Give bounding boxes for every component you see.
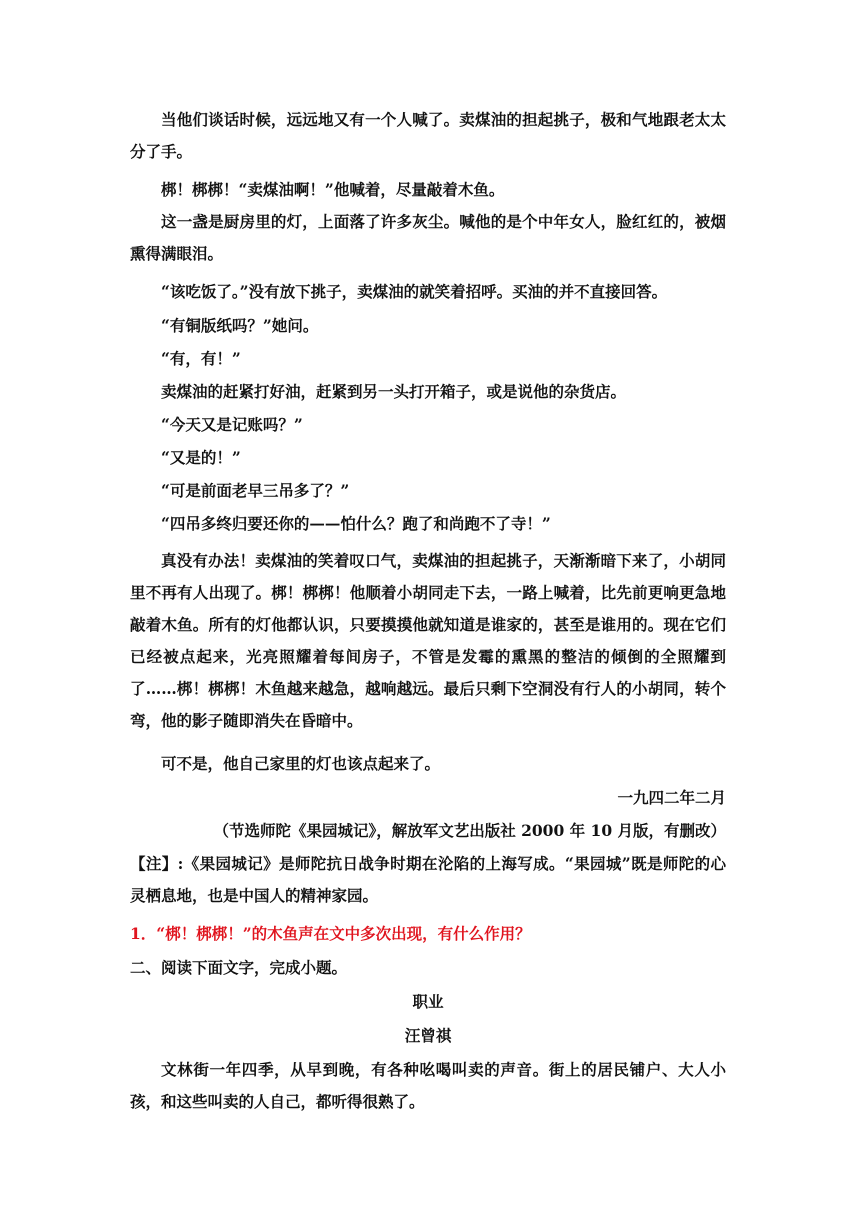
- paragraph-12: 真没有办法！卖煤油的笑着叹口气，卖煤油的担起挑子，天渐渐暗下来了，小胡同里不再有人出现了。梆！梆梆！他顺着小胡同走下去，一路上喊着，比先前更响更急地敲着木鱼。所有的灯他都认识，只要摸摸他就知道是谁家的，甚至是谁用的。现在它们已经被点起来，光亮照耀着每间房子，不管是发霉的熏黑的整洁的倾倒的全照耀到了……梆！梆梆！木鱼越来越急，越响越远。最后只剩下空洞没有行人的小胡同，转个弯，他的影子随即消失在昏暗中。: [130, 551, 726, 730]
- section-2-heading: 二、阅读下面文字，完成小题。: [130, 958, 348, 977]
- question-1: 1．“梆！梆梆！”的木鱼声在文中多次出现，有什么作用？: [130, 924, 531, 943]
- paragraph-9: “又是的！”: [161, 448, 241, 467]
- paragraph-11: “四吊多终归要还你的——怕什么？跑了和尚跑不了寺！”: [161, 514, 551, 533]
- source-line: （节选师陀《果园城记》，解放军文艺出版社 2000 年 10 月版，有删改）: [213, 821, 726, 840]
- paragraph-10: “可是前面老早三吊多了？”: [161, 481, 350, 500]
- paragraph-3: 这一盏是厨房里的灯，上面落了许多灰尘。喊他的是个中年女人，脸红红的，被烟熏得满眼泪。: [130, 212, 726, 263]
- date-line: 一九四二年二月: [617, 788, 726, 807]
- paragraph-4: “该吃饭了。”没有放下挑子，卖煤油的就笑着招呼。买油的并不直接回答。: [161, 282, 668, 301]
- story-title: 职业: [412, 992, 444, 1011]
- paragraph-1: 当他们谈话时候，远远地又有一个人喊了。卖煤油的担起挑子，极和气地跟老太太分了手。: [130, 110, 726, 161]
- paragraph-13: 可不是，他自己家里的灯也该点起来了。: [161, 754, 441, 773]
- story-author: 汪曾祺: [404, 1026, 452, 1045]
- paragraph-7: 卖煤油的赶紧打好油，赶紧到另一头打开箱子，或是说他的杂货店。: [161, 382, 627, 401]
- paragraph-5: “有铜版纸吗？”她问。: [161, 316, 319, 335]
- note: 【注】:《果园城记》是师陀抗日战争时期在沦陷的上海写成。“果园城”既是师陀的心灵栖息地，也是中国人的精神家园。: [130, 854, 726, 905]
- story-paragraph-1: 文林街一年四季，从早到晚，有各种吆喝叫卖的声音。街上的居民铺户、大人小孩，和这些叫卖的人自己，都听得很熟了。: [130, 1060, 726, 1111]
- paragraph-6: “有，有！”: [161, 349, 241, 368]
- paragraph-2: 梆！梆梆！“卖煤油啊！”他喊着，尽量敲着木鱼。: [161, 180, 505, 199]
- paragraph-8: “今天又是记账吗？”: [161, 415, 303, 434]
